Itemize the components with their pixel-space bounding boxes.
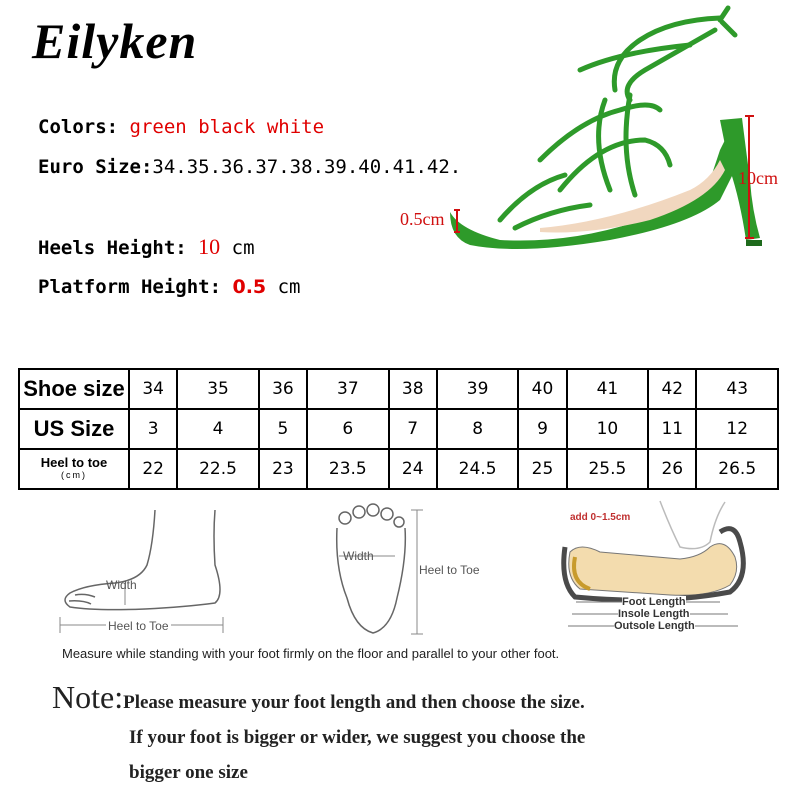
spec-heel-height bbox=[38, 234, 255, 260]
note-line-1: Please measure your foot length and then choose the size. bbox=[123, 692, 585, 713]
brand-logo: Eilyken bbox=[32, 13, 198, 69]
table-cell: 6 bbox=[307, 409, 388, 449]
row-header-heel-to-toe bbox=[19, 449, 129, 489]
heel-to-toe-label: Heel to toe bbox=[40, 455, 108, 470]
row-header-shoe-size: Shoe size bbox=[19, 369, 129, 409]
note-label: Note: bbox=[52, 679, 124, 715]
table-cell: 23 bbox=[259, 449, 307, 489]
size-chart-table bbox=[18, 368, 779, 490]
table-cell: 25 bbox=[518, 449, 566, 489]
table-cell: 10 bbox=[567, 409, 648, 449]
table-cell: 24 bbox=[389, 449, 437, 489]
table-cell: 34 bbox=[129, 369, 177, 409]
table-cell: 22.5 bbox=[177, 449, 258, 489]
spec-colors bbox=[38, 116, 324, 138]
side-width-label: Width bbox=[106, 578, 137, 592]
table-cell: 7 bbox=[389, 409, 437, 449]
heel-height-unit: cm bbox=[231, 237, 255, 259]
row-header-us-size: US Size bbox=[19, 409, 129, 449]
outsole-length-label: Outsole Length bbox=[614, 620, 695, 632]
table-cell: 38 bbox=[389, 369, 437, 409]
table-cell: 37 bbox=[307, 369, 388, 409]
heel-height-label: Heels Height: bbox=[38, 237, 187, 259]
table-row-us-size bbox=[19, 409, 778, 449]
color-option-green: green bbox=[129, 116, 187, 138]
table-cell: 5 bbox=[259, 409, 307, 449]
note-block bbox=[52, 680, 585, 790]
color-option-black: black bbox=[198, 116, 256, 138]
side-heel-to-toe-label: Heel to Toe bbox=[108, 619, 169, 633]
platform-height-value: 0.5 bbox=[232, 276, 267, 298]
table-cell: 36 bbox=[259, 369, 307, 409]
heel-dimension-label: 10cm bbox=[738, 168, 778, 188]
platform-dimension-label: 0.5cm bbox=[400, 209, 445, 229]
colors-label: Colors: bbox=[38, 116, 119, 138]
table-cell: 12 bbox=[696, 409, 778, 449]
table-cell: 43 bbox=[696, 369, 778, 409]
table-cell: 26 bbox=[648, 449, 696, 489]
table-cell: 42 bbox=[648, 369, 696, 409]
table-cell: 24.5 bbox=[437, 449, 518, 489]
table-cell: 23.5 bbox=[307, 449, 388, 489]
insole-length-label: Insole Length bbox=[618, 608, 690, 620]
table-cell: 35 bbox=[177, 369, 258, 409]
foot-length-label: Foot Length bbox=[622, 596, 686, 608]
sandal-image bbox=[390, 0, 800, 260]
table-cell: 8 bbox=[437, 409, 518, 449]
heel-height-value: 10 bbox=[198, 234, 221, 259]
table-cell: 39 bbox=[437, 369, 518, 409]
top-heel-to-toe-label: Heel to Toe bbox=[419, 563, 480, 577]
top-width-label: Width bbox=[343, 549, 374, 563]
table-cell: 11 bbox=[648, 409, 696, 449]
platform-height-unit: cm bbox=[277, 276, 301, 298]
note-line-3: bigger one size bbox=[129, 762, 248, 783]
note-line-2: If your foot is bigger or wider, we suggest you choose the bbox=[129, 727, 586, 748]
table-cell: 9 bbox=[518, 409, 566, 449]
table-cell: 41 bbox=[567, 369, 648, 409]
table-cell: 3 bbox=[129, 409, 177, 449]
measure-instruction: Measure while standing with your foot firmly on the floor and parallel to your other foot. bbox=[62, 646, 560, 661]
color-option-white: white bbox=[266, 116, 325, 138]
table-row-heel-to-toe bbox=[19, 449, 778, 489]
euro-size-values: 34.35.36.37.38.39.40.41.42. bbox=[152, 156, 462, 178]
insole-add-label: add 0~1.5cm bbox=[570, 512, 631, 523]
table-row-shoe-size bbox=[19, 369, 778, 409]
table-cell: 25.5 bbox=[567, 449, 648, 489]
spec-platform-height bbox=[38, 276, 301, 298]
euro-size-label: Euro Size: bbox=[38, 156, 153, 178]
heel-to-toe-unit: (cm) bbox=[61, 470, 87, 480]
table-cell: 4 bbox=[177, 409, 258, 449]
table-cell: 40 bbox=[518, 369, 566, 409]
platform-height-label: Platform Height: bbox=[38, 276, 222, 298]
table-cell: 26.5 bbox=[696, 449, 778, 489]
table-cell: 22 bbox=[129, 449, 177, 489]
